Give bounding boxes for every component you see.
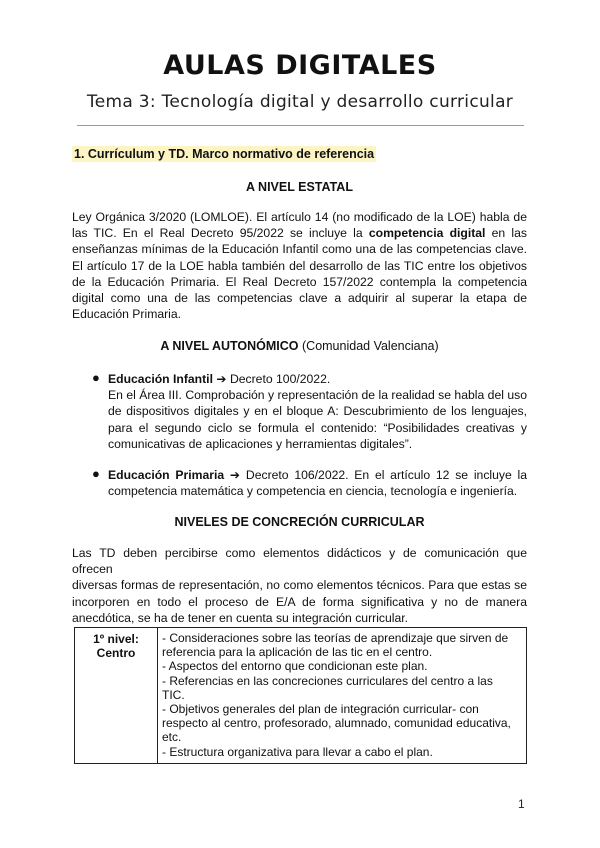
text-line: diversas formas de representación, no como elementos técnicos. Para que estas se <box>72 578 527 593</box>
list-item-primaria <box>108 467 527 499</box>
text-line: El artículo 17 de la LOE habla también del desarrollo de las TIC entre los objetivos <box>72 258 527 273</box>
text-line: referencia para la aplicación de las tic en el centro. <box>162 645 433 660</box>
text-line: - Referencias en las concreciones curriculares del centro a las <box>162 673 493 688</box>
text-line: anecdótica, se ha de tener en cuenta su integración curricular. <box>72 610 409 625</box>
text-line: - Objetivos generales del plan de integración curricular- con <box>162 702 479 717</box>
text-line: Educación Primaria ➔ Decreto 106/2022. En el artículo 12 se incluye la <box>108 468 528 482</box>
text-line: Las TD deben percibirse como elementos didácticos y de comunicación que ofrecen <box>72 546 527 577</box>
text-line: comunicativas de aplicaciones y herramientas digitales”. <box>108 436 413 451</box>
text-line: - Aspectos del entorno que condicionan este plan. <box>162 659 428 674</box>
emphasis: competencia digital <box>368 226 486 241</box>
bullet-icon: ● <box>92 466 100 481</box>
text-line: incorporen en todo el proceso de E/A de forma significativa y no de manera <box>72 594 527 609</box>
text-line: para el segundo ciclo se formula el contenido: “Posibilidades creativas y <box>108 420 527 435</box>
niveles-paragraph <box>72 545 527 626</box>
header-divider <box>77 125 524 126</box>
text-line: - Consideraciones sobre las teorías de aprendizaje que sirven de <box>162 631 509 645</box>
text-line: competencia matemática y competencia en ciencia, tecnología e ingeniería. <box>108 484 518 499</box>
text-line: Educación Infantil ➔ Decreto 100/2022. <box>108 372 331 386</box>
document-title: AULAS DIGITALES <box>163 50 437 81</box>
item-label: Educación Infantil <box>108 372 213 386</box>
text-line: - Estructura organizativa para llevar a cabo el plan. <box>162 744 433 759</box>
autonomico-heading: A NIVEL AUTONÓMICO (Comunidad Valenciana) <box>160 339 439 353</box>
page-number: 1 <box>518 797 525 811</box>
text-line: de dispositivos digitales y en el bloque A: Descubrimiento de los lenguajes, <box>108 404 527 419</box>
item-label: Educación Primaria <box>108 468 225 482</box>
text-line: TIC. <box>162 687 185 702</box>
document-subtitle: Tema 3: Tecnología digital y desarrollo curricular <box>86 92 514 112</box>
list-item-infantil <box>108 371 527 452</box>
text-line: las TIC. En el Real Decreto 95/2022 se incluye la competencia digital en las <box>72 226 527 241</box>
text-line: enseñanzas mínimas de la Educación Infantil como una de las competencias clave. <box>72 242 527 257</box>
level-title: 1º nivel: <box>93 632 139 646</box>
text-line: de la Educación Primaria. El Real Decreto 157/2022 contempla la competencia <box>72 274 527 289</box>
text-line: Ley Orgánica 3/2020 (LOMLOE). El artículo 14 (no modificado de la LOE) habla de <box>72 210 527 224</box>
concrecion-table <box>74 627 527 764</box>
level-cell <box>75 628 158 764</box>
estatal-heading: A NIVEL ESTATAL <box>246 180 353 194</box>
bullet-icon: ● <box>92 370 100 385</box>
text-line: En el Área III. Comprobación y representación de la realidad se habla del uso <box>108 388 527 403</box>
table-row <box>75 628 527 764</box>
text-line: respecto al centro, profesorado, alumnado, comunidad educativa, <box>162 716 511 731</box>
section-heading: 1. Currículum y TD. Marco normativo de referencia <box>74 147 375 161</box>
text-line: Educación Primaria. <box>72 307 182 322</box>
text-line: digital como una de las competencias clave a adquirir al superar la etapa de <box>72 291 527 306</box>
level-name: Centro <box>96 646 136 661</box>
text-line: etc. <box>162 730 182 745</box>
level-content-cell <box>158 628 527 764</box>
estatal-paragraph <box>72 209 527 322</box>
niveles-heading: NIVELES DE CONCRECIÓN CURRICULAR <box>174 515 425 529</box>
